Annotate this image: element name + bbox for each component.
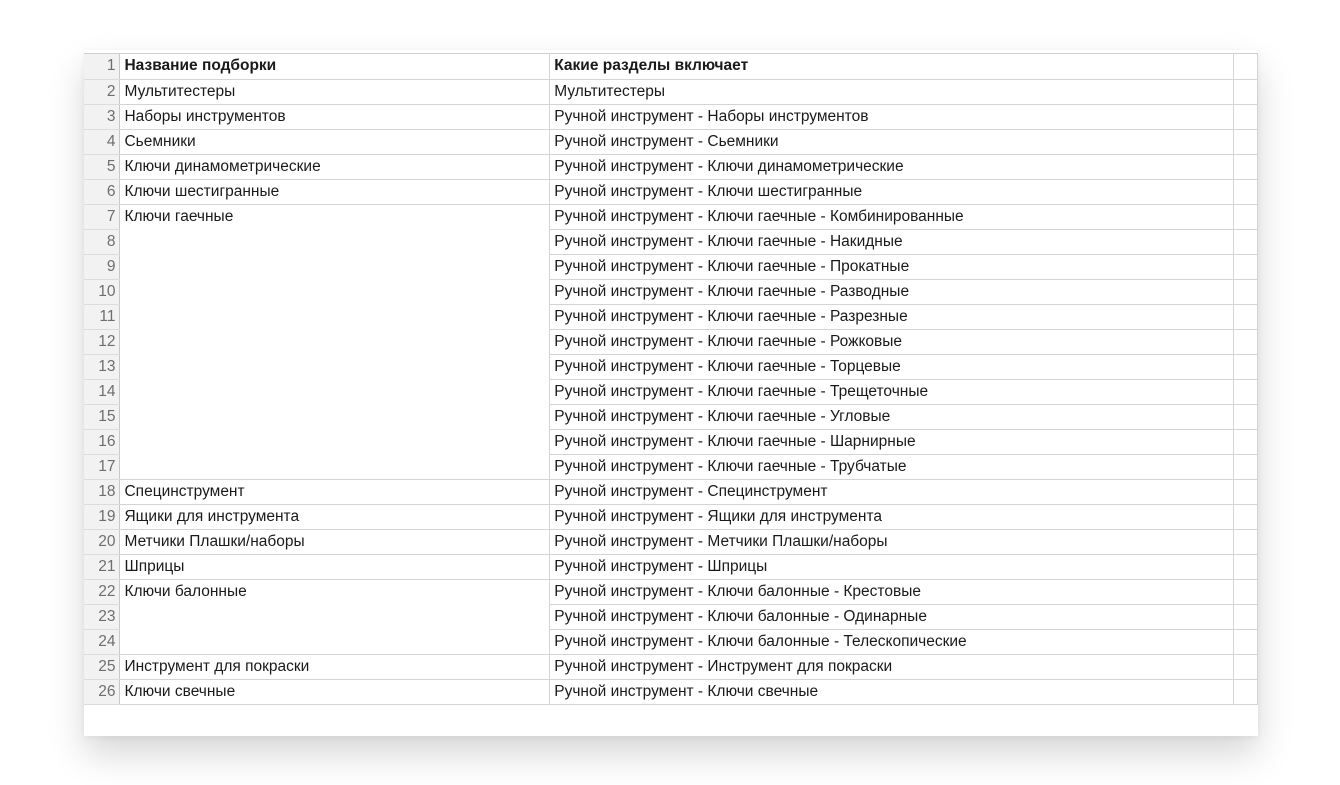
table-row xyxy=(84,379,1258,404)
table-row xyxy=(84,579,1258,604)
cell-empty[interactable] xyxy=(1234,154,1258,179)
cell-sections[interactable]: Ручной инструмент - Сьемники xyxy=(550,129,1234,154)
cell-collection-name[interactable] xyxy=(120,379,550,404)
cell-sections[interactable]: Ручной инструмент - Ключи гаечные - Трубчатые xyxy=(550,454,1234,479)
cell-collection-name[interactable] xyxy=(120,279,550,304)
cell-sections[interactable]: Ручной инструмент - Ключи гаечные - Накидные xyxy=(550,229,1234,254)
cell-empty[interactable] xyxy=(1234,404,1258,429)
cell-sections[interactable]: Ручной инструмент - Ключи гаечные - Шарнирные xyxy=(550,429,1234,454)
cell-collection-name[interactable]: Ящики для инструмента xyxy=(120,504,550,529)
table-row xyxy=(84,304,1258,329)
row-number[interactable]: 12 xyxy=(84,329,120,354)
cell-empty[interactable] xyxy=(1234,204,1258,229)
cell-collection-name[interactable]: Метчики Плашки/наборы xyxy=(120,529,550,554)
cell-sections[interactable]: Ручной инструмент - Шприцы xyxy=(550,554,1234,579)
header-row xyxy=(84,54,1258,79)
table-row xyxy=(84,604,1258,629)
row-number[interactable]: 25 xyxy=(84,654,120,679)
cell-empty[interactable] xyxy=(1234,54,1258,79)
row-number[interactable]: 4 xyxy=(84,129,120,154)
cell-empty[interactable] xyxy=(1234,179,1258,204)
cell-collection-name[interactable] xyxy=(120,454,550,479)
cell-sections[interactable]: Ручной инструмент - Ключи шестигранные xyxy=(550,179,1234,204)
row-number[interactable]: 5 xyxy=(84,154,120,179)
cell-empty[interactable] xyxy=(1234,104,1258,129)
cell-collection-name[interactable] xyxy=(120,354,550,379)
table-row xyxy=(84,429,1258,454)
row-number[interactable]: 11 xyxy=(84,304,120,329)
cell-sections[interactable]: Ручной инструмент - Ключи гаечные - Прокатные xyxy=(550,254,1234,279)
table-row xyxy=(84,154,1258,179)
cell-collection-name[interactable]: Инструмент для покраски xyxy=(120,654,550,679)
table-row xyxy=(84,504,1258,529)
table-row xyxy=(84,679,1258,704)
table-row xyxy=(84,79,1258,104)
cell-collection-name[interactable]: Мультитестеры xyxy=(120,79,550,104)
cell-collection-name[interactable]: Наборы инструментов xyxy=(120,104,550,129)
table-row xyxy=(84,204,1258,229)
cell-empty[interactable] xyxy=(1234,354,1258,379)
cell-collection-name[interactable] xyxy=(120,254,550,279)
table-row xyxy=(84,329,1258,354)
cell-empty[interactable] xyxy=(1234,79,1258,104)
cell-empty[interactable] xyxy=(1234,579,1258,604)
cell-sections[interactable]: Ручной инструмент - Ключи гаечные - Комбинированные xyxy=(550,204,1234,229)
cell-sections[interactable]: Ручной инструмент - Ключи гаечные - Рожковые xyxy=(550,329,1234,354)
cell-empty[interactable] xyxy=(1234,679,1258,704)
cell-collection-name[interactable] xyxy=(120,429,550,454)
cell-sections[interactable]: Ручной инструмент - Ключи балонные - Телескопические xyxy=(550,629,1234,654)
row-number[interactable]: 9 xyxy=(84,254,120,279)
cell-sections[interactable]: Ручной инструмент - Ключи гаечные - Разводные xyxy=(550,279,1234,304)
row-number[interactable]: 19 xyxy=(84,504,120,529)
row-number[interactable]: 3 xyxy=(84,104,120,129)
table-row xyxy=(84,104,1258,129)
header-cell-sections[interactable]: Какие разделы включает xyxy=(550,54,1234,79)
cell-empty[interactable] xyxy=(1234,304,1258,329)
cell-collection-name[interactable]: Ключи балонные xyxy=(120,579,550,604)
cell-sections[interactable]: Ручной инструмент - Ключи балонные - Крестовые xyxy=(550,579,1234,604)
cell-empty[interactable] xyxy=(1234,504,1258,529)
cell-empty[interactable] xyxy=(1234,554,1258,579)
table-row xyxy=(84,229,1258,254)
cell-collection-name[interactable] xyxy=(120,304,550,329)
spreadsheet-grid xyxy=(84,54,1258,705)
table-row xyxy=(84,654,1258,679)
cell-collection-name[interactable] xyxy=(120,604,550,629)
cell-collection-name[interactable] xyxy=(120,329,550,354)
cell-empty[interactable] xyxy=(1234,654,1258,679)
cell-collection-name[interactable]: Специнструмент xyxy=(120,479,550,504)
spreadsheet-view xyxy=(84,50,1258,736)
table-row xyxy=(84,354,1258,379)
cell-empty[interactable] xyxy=(1234,254,1258,279)
cell-sections[interactable]: Ручной инструмент - Ключи гаечные - Торцевые xyxy=(550,354,1234,379)
cell-collection-name[interactable]: Ключи динамометрические xyxy=(120,154,550,179)
cell-empty[interactable] xyxy=(1234,379,1258,404)
cell-sections[interactable]: Ручной инструмент - Метчики Плашки/наборы xyxy=(550,529,1234,554)
cell-empty[interactable] xyxy=(1234,279,1258,304)
cell-sections[interactable]: Ручной инструмент - Ключи гаечные - Угловые xyxy=(550,404,1234,429)
cell-empty[interactable] xyxy=(1234,604,1258,629)
cell-collection-name[interactable] xyxy=(120,629,550,654)
cell-empty[interactable] xyxy=(1234,529,1258,554)
cell-collection-name[interactable]: Шприцы xyxy=(120,554,550,579)
table-row xyxy=(84,254,1258,279)
row-number[interactable]: 2 xyxy=(84,79,120,104)
row-number[interactable]: 6 xyxy=(84,179,120,204)
row-number[interactable]: 15 xyxy=(84,404,120,429)
row-number[interactable]: 21 xyxy=(84,554,120,579)
cell-sections[interactable]: Ручной инструмент - Ключи свечные xyxy=(550,679,1234,704)
row-number[interactable]: 17 xyxy=(84,454,120,479)
cell-empty[interactable] xyxy=(1234,454,1258,479)
table-row xyxy=(84,529,1258,554)
cell-sections[interactable]: Мультитестеры xyxy=(550,79,1234,104)
cell-collection-name[interactable] xyxy=(120,229,550,254)
row-number[interactable]: 23 xyxy=(84,604,120,629)
cell-sections[interactable]: Ручной инструмент - Ключи балонные - Одинарные xyxy=(550,604,1234,629)
cell-collection-name[interactable]: Сьемники xyxy=(120,129,550,154)
row-number[interactable]: 10 xyxy=(84,279,120,304)
table-row xyxy=(84,279,1258,304)
cell-sections[interactable]: Ручной инструмент - Ключи гаечные - Трещеточные xyxy=(550,379,1234,404)
cell-empty[interactable] xyxy=(1234,479,1258,504)
row-number[interactable]: 22 xyxy=(84,579,120,604)
cell-empty[interactable] xyxy=(1234,129,1258,154)
row-number[interactable]: 20 xyxy=(84,529,120,554)
table-row xyxy=(84,454,1258,479)
row-number[interactable]: 13 xyxy=(84,354,120,379)
cell-empty[interactable] xyxy=(1234,329,1258,354)
row-number[interactable]: 14 xyxy=(84,379,120,404)
cell-collection-name[interactable]: Ключи свечные xyxy=(120,679,550,704)
table-row xyxy=(84,179,1258,204)
row-number[interactable]: 16 xyxy=(84,429,120,454)
cell-sections[interactable]: Ручной инструмент - Специнструмент xyxy=(550,479,1234,504)
cell-collection-name[interactable]: Ключи гаечные xyxy=(120,204,550,229)
table-row xyxy=(84,479,1258,504)
cell-collection-name[interactable]: Ключи шестигранные xyxy=(120,179,550,204)
table-row xyxy=(84,404,1258,429)
cell-empty[interactable] xyxy=(1234,429,1258,454)
header-cell-collection-name[interactable]: Название подборки xyxy=(120,54,550,79)
row-number[interactable]: 1 xyxy=(84,54,120,79)
cell-sections[interactable]: Ручной инструмент - Наборы инструментов xyxy=(550,104,1234,129)
row-number[interactable]: 18 xyxy=(84,479,120,504)
table-row xyxy=(84,629,1258,654)
cell-empty[interactable] xyxy=(1234,629,1258,654)
cell-sections[interactable]: Ручной инструмент - Ключи гаечные - Разрезные xyxy=(550,304,1234,329)
cell-collection-name[interactable] xyxy=(120,404,550,429)
table-row xyxy=(84,554,1258,579)
row-number[interactable]: 24 xyxy=(84,629,120,654)
cell-sections[interactable]: Ручной инструмент - Ключи динамометрические xyxy=(550,154,1234,179)
cell-sections[interactable]: Ручной инструмент - Ящики для инструмента xyxy=(550,504,1234,529)
row-number[interactable]: 8 xyxy=(84,229,120,254)
cell-empty[interactable] xyxy=(1234,229,1258,254)
cell-sections[interactable]: Ручной инструмент - Инструмент для покраски xyxy=(550,654,1234,679)
row-number[interactable]: 26 xyxy=(84,679,120,704)
row-number[interactable]: 7 xyxy=(84,204,120,229)
table-row xyxy=(84,129,1258,154)
